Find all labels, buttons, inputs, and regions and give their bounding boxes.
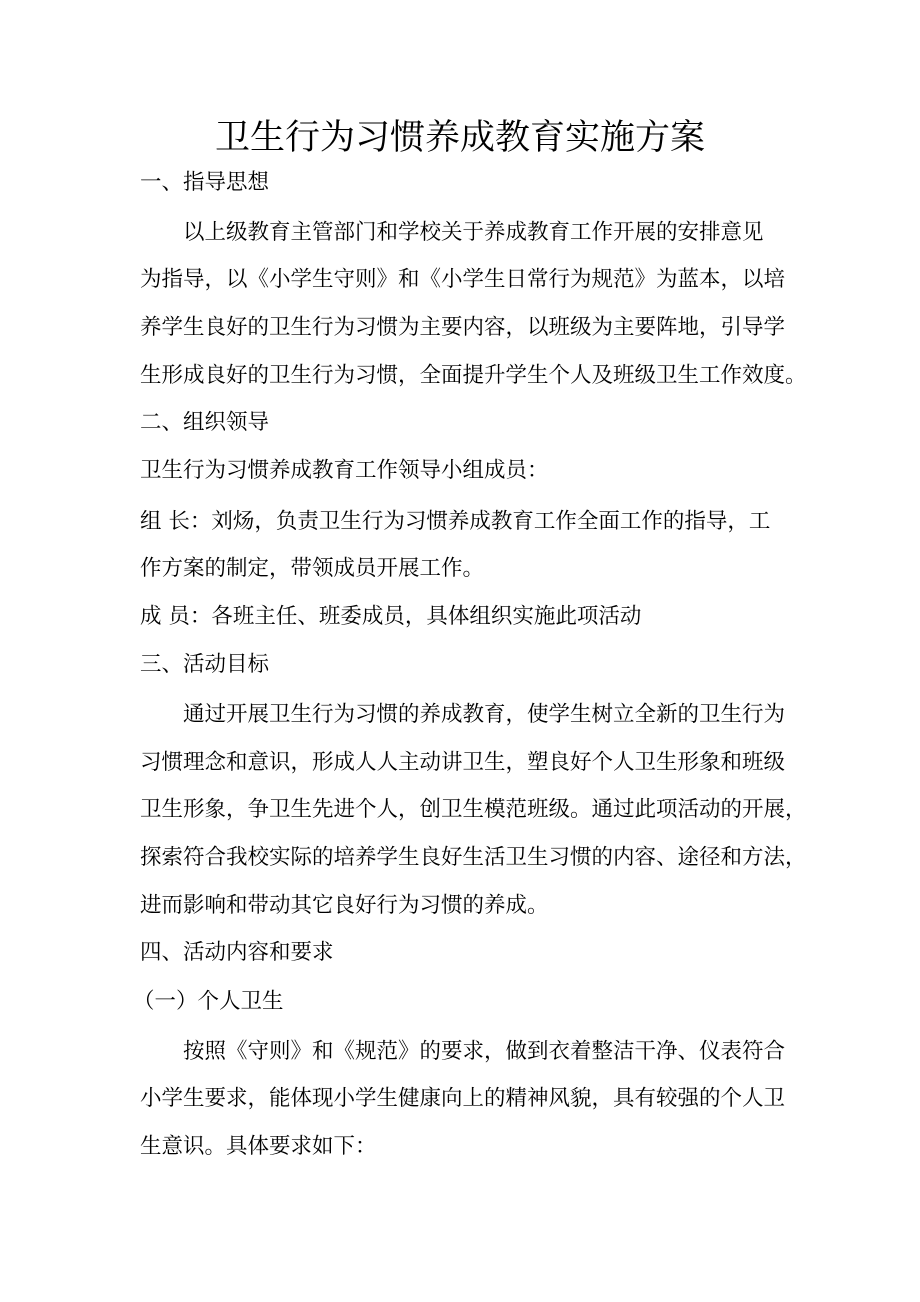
heading-activity-content: 四、活动内容和要求: [140, 940, 334, 965]
paragraph-line: 探索符合我校实际的培养学生良好生活卫生习惯的内容、途径和方法，: [140, 845, 807, 870]
paragraph-line: 习惯理念和意识，形成人人主动讲卫生，塑良好个人卫生形象和班级: [140, 750, 786, 775]
paragraph-line: 通过开展卫生行为习惯的养成教育，使学生树立全新的卫生行为: [183, 702, 786, 727]
subheading-personal-hygiene: （一）个人卫生: [133, 989, 284, 1014]
paragraph-line: 生意识。具体要求如下：: [140, 1134, 377, 1159]
paragraph-line: 成 员：各班主任、班委成员，具体组织实施此项活动: [140, 604, 642, 629]
document-title: 卫生行为习惯养成教育实施方案: [214, 118, 705, 158]
paragraph-line: 生形成良好的卫生行为习惯，全面提升学生个人及班级卫生工作效度。: [140, 363, 807, 388]
paragraph-line: 组 长：刘炀，负责卫生行为习惯养成教育工作全面工作的指导，工: [140, 509, 771, 534]
paragraph-line: 养学生良好的卫生行为习惯为主要内容，以班级为主要阵地，引导学: [140, 315, 786, 340]
paragraph-line: 作方案的制定，带领成员开展工作。: [140, 556, 485, 581]
heading-activity-goals: 三、活动目标: [140, 652, 270, 677]
paragraph-line: 卫生形象，争卫生先进个人，创卫生模范班级。通过此项活动的开展，: [140, 797, 807, 822]
paragraph-line: 为指导，以《小学生守则》和《小学生日常行为规范》为蓝本，以培: [140, 267, 786, 292]
heading-organization: 二、组织领导: [140, 410, 270, 435]
heading-guiding-ideology: 一、指导思想: [140, 170, 270, 195]
paragraph-line: 进而影响和带动其它良好行为习惯的养成。: [140, 893, 549, 918]
paragraph-line: 按照《守则》和《规范》的要求，做到衣着整洁干净、仪表符合: [183, 1039, 786, 1064]
paragraph-line: 小学生要求，能体现小学生健康向上的精神风貌，具有较强的个人卫: [140, 1086, 786, 1111]
paragraph-line: 卫生行为习惯养成教育工作领导小组成员：: [140, 458, 549, 483]
paragraph-line: 以上级教育主管部门和学校关于养成教育工作开展的安排意见: [183, 220, 764, 245]
